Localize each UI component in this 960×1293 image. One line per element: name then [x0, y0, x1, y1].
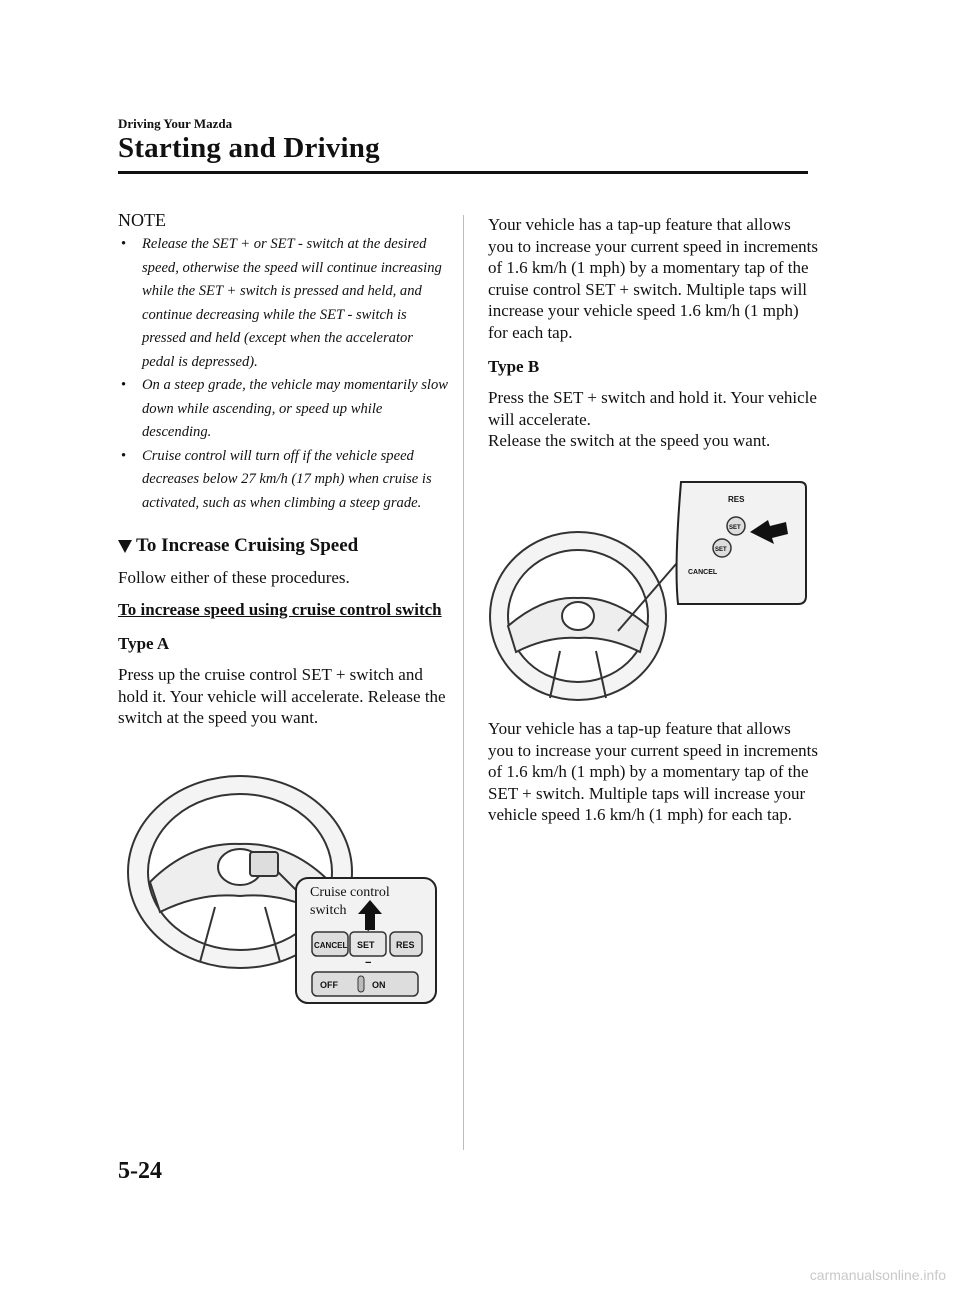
- cancel-label: CANCEL: [688, 569, 718, 576]
- increase-speed-heading-text: To Increase Cruising Speed: [136, 535, 359, 556]
- column-divider: [463, 215, 464, 1150]
- note-text: Release the SET + or SET - switch at the desired speed, otherwise the speed will continue increasing while the SET + switch is pressed and held, and continue decreasing while the SET - switch is pressed and held (except when the accelerator pedal is depressed).: [142, 236, 442, 370]
- type-b-label: Type B: [488, 357, 540, 376]
- watermark: carmanualsonline.info: [809, 1267, 946, 1283]
- tap-up-text-a: Your vehicle has a tap-up feature that allows you to increase your current speed in increments of 1.6 km/h (1 mph) by a momentary tap of the cruise control SET + switch. Multiple taps will increase your vehicle speed 1.6 km/h (1 mph) for each tap.: [488, 215, 818, 342]
- note-text: On a steep grade, the vehicle may momentarily slow down while ascending, or speed up while descending.: [142, 377, 448, 440]
- res-label: RES: [728, 495, 745, 504]
- figure-type-b: [488, 476, 808, 706]
- steering-wheel-b-illustration: [488, 476, 808, 706]
- subheading-cruise-switch: To increase speed using cruise control switch: [118, 599, 442, 619]
- off-label: OFF: [320, 980, 338, 990]
- set-button-label: SET: [357, 940, 375, 950]
- note-heading: NOTE: [118, 210, 166, 230]
- type-b-text-1: Press the SET + switch and hold it. Your vehicle will accelerate.: [488, 388, 817, 429]
- set-minus-label: SET: [715, 547, 727, 553]
- left-column: [118, 210, 448, 729]
- header-rule: [118, 171, 808, 174]
- cancel-button-label: CANCEL: [314, 941, 348, 950]
- triangle-down-icon: [118, 540, 132, 553]
- bullet-icon: •: [121, 236, 127, 252]
- minus-label: −: [365, 957, 372, 969]
- on-label: ON: [372, 980, 386, 990]
- steering-wheel-a-illustration: [120, 772, 440, 1007]
- set-plus-label: SET: [729, 525, 741, 531]
- type-a-text: Press up the cruise control SET + switch and hold it. Your vehicle will accelerate. Release the switch at the speed you want.: [118, 665, 446, 727]
- increase-speed-heading: [118, 535, 448, 557]
- type-b-text-2: Release the switch at the speed you want.: [488, 431, 771, 450]
- procedures-intro: Follow either of these procedures.: [118, 568, 350, 587]
- right-column: [488, 214, 818, 452]
- tap-up-text-b: Your vehicle has a tap-up feature that allows you to increase your current speed in increments of 1.6 km/h (1 mph) by a momentary tap of the SET + switch. Multiple taps will increase your vehicle speed 1.6 km/h (1 mph) for each tap.: [488, 719, 818, 824]
- type-a-label: Type A: [118, 634, 170, 653]
- tap-up-block-b: [488, 718, 818, 826]
- note-item: [118, 374, 448, 445]
- note-list: [118, 233, 448, 515]
- callout-label-line1: Cruise control: [310, 885, 390, 900]
- chapter-title: Starting and Driving: [118, 132, 380, 164]
- res-button-label: RES: [396, 940, 415, 950]
- note-item: [118, 445, 448, 516]
- section-label: Driving Your Mazda: [118, 116, 233, 131]
- note-text: Cruise control will turn off if the vehicle speed decreases below 27 km/h (17 mph) when cruise is activated, such as when climbing a steep grade.: [142, 447, 432, 511]
- page-number: 5-24: [118, 1158, 162, 1184]
- note-item: [118, 233, 448, 374]
- figure-type-a: [120, 772, 440, 1007]
- bullet-icon: •: [121, 447, 127, 464]
- callout-label-line2: switch: [310, 903, 347, 918]
- bullet-icon: •: [121, 377, 127, 393]
